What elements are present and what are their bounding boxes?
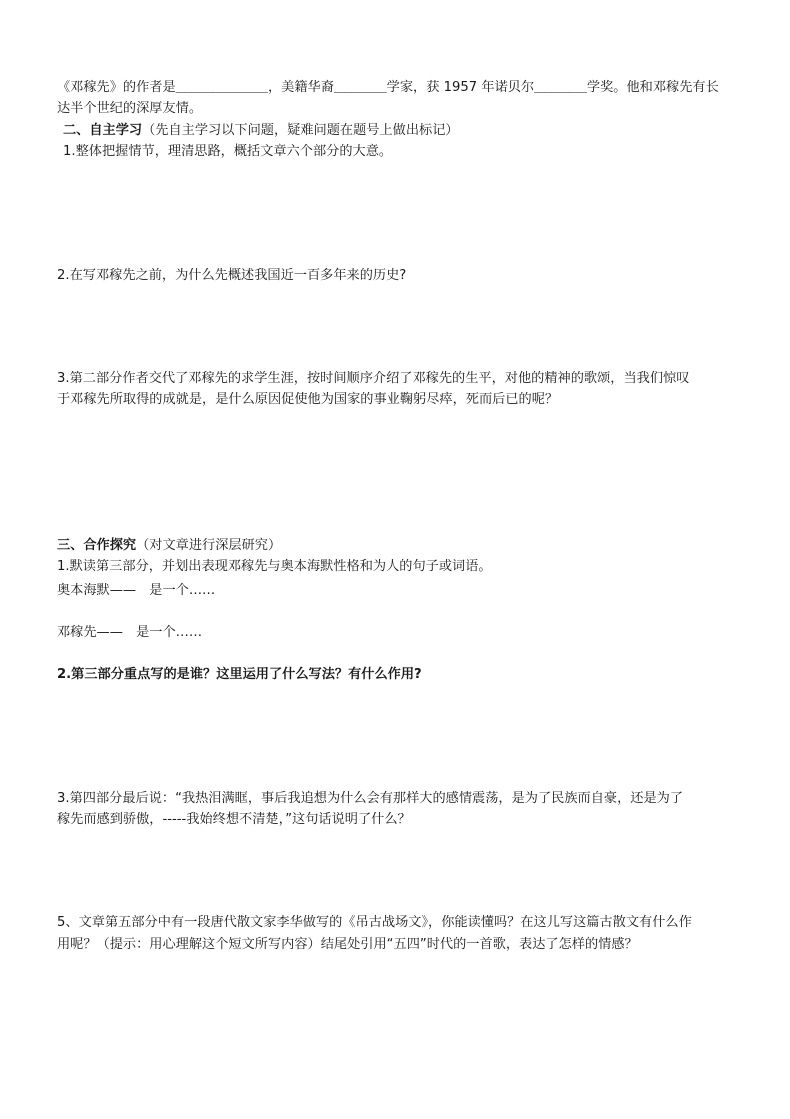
section3-question-5-line-2: 用呢？（提示：用心理解这个短文所写内容）结尾处引用“五四”时代的一首歌，表达了怎样的情感？ <box>57 937 638 952</box>
deng-line: 邓稼先—— 是一个…… <box>57 625 203 640</box>
section3-question-3-line-1: 3.第四部分最后说：“我热泪满眶，事后我追想为什么会有那样大的感情震荡，是为了民族而自豪，还是为了 <box>57 791 684 806</box>
section3-question-1: 1.默读第三部分，并划出表现邓稼先与奥本海默性格和为人的句子或词语。 <box>57 559 492 574</box>
section2-title: 二、自主学习 <box>63 123 143 138</box>
section2-question-3-line-2: 于邓稼先所取得的成就是，是什么原因促使他为国家的事业鞠躬尽瘁，死而后已的呢？ <box>57 392 559 407</box>
intro-line-2: 达半个世纪的深厚友情。 <box>57 101 203 116</box>
section3-question-5-line-1: 5、文章第五部分中有一段唐代散文家李华做写的《吊古战场文》，你能读懂吗？在这儿写这篇古散文有什么作 <box>57 915 692 930</box>
section2-heading <box>63 121 753 141</box>
section2-question-1: 1.整体把握情节，理清思路，概括文章六个部分的大意。 <box>63 144 393 159</box>
section3-subtitle: （对文章进行深层研究） <box>136 538 282 553</box>
section2-subtitle: （先自主学习以下问题，疑难问题在题号上做出标记） <box>142 123 459 138</box>
section2-question-2: 2.在写邓稼先之前，为什么先概述我国近一百多年来的历史? <box>57 268 407 283</box>
section3-question-2: 2.第三部分重点写的是谁？这里运用了什么写法？有什么作用? <box>57 667 422 682</box>
section3-question-3-line-2: 稼先而感到骄傲，-----我始终想不清楚，”这句话说明了什么？ <box>57 812 411 827</box>
intro-line-1: 《邓稼先》的作者是＿＿＿＿＿＿＿，美籍华裔＿＿＿＿学家，获 1957 年诺贝尔＿＿＿＿学奖。他和邓稼先有长 <box>57 80 719 95</box>
section3-heading <box>57 536 747 556</box>
oppenheimer-line: 奥本海默—— 是一个…… <box>57 583 216 598</box>
section3-title: 三、合作探究 <box>57 538 137 553</box>
section2-question-3-line-1: 3.第二部分作者交代了邓稼先的求学生涯，按时间顺序介绍了邓稼先的生平，对他的精神的歌颂，当我们惊叹 <box>57 371 690 386</box>
